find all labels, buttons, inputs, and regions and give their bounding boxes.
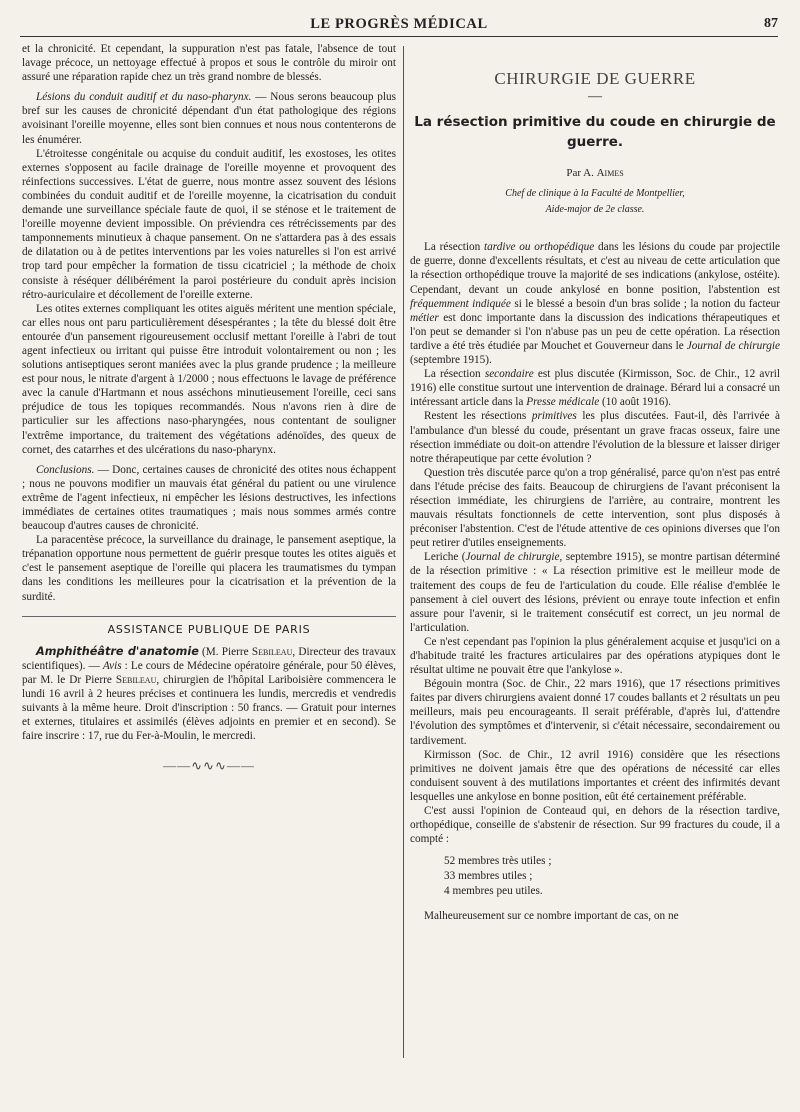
page-number: 87 [764,16,778,31]
paragraph: Bégouin montra (Soc. de Chir., 22 mars 1916), que 17 résections primitives faites par divers chirurgiens avaient donné 17 coudes ballants et 2 résultats un peu meilleurs, mais peu encourageants. Il serait préférable, d'après lui, d'attendre l'évolution des symptômes et d'intervenir, si c'était nécessaire, secondairement ou tardivement. [410,678,780,747]
section-title: CHIRURGIE DE GUERRE [494,69,696,88]
subsection-title: Lésions du conduit auditif et du naso-pharynx. [36,91,252,104]
title-dash: — [588,89,602,105]
list-item: 52 membres très utiles ; [444,855,552,868]
section-rule [22,616,396,617]
running-title: LE PROGRÈS MÉDICAL [310,16,488,32]
ornament: ——∿∿∿—— [163,758,255,774]
paragraph: Les otites externes compliquant les otites aiguës méritent une mention spéciale, car elles nous ont paru particulièrement désespérantes ; la tête du blessé doit être entourée d'un pansement rigoureusement occlusif mettant l'oreille à l'abri de tout agent infectieux ou irritant qui puisse être introduit volontairement ou non ; les solutions antiseptiques seront maniées avec la plus grande prudence ; la meilleure est pour nous, le nitrate d'argent à 1/2000 ; nous effectuons le lavage de préférence avec la canule d'Hartmann et nous asséchons minutieusement l'oreille, ceci sans préjudice de tous les topiques recommandés. Nous n'avons rien à dire de particulier sur les affections naso-pharyngées, nous contentant de souligner l'extrême importance, du traitement des végétations adénoïdes, des queux de cornet, des catarrhes et des ulcérations du naso-pharynx. [22,302,396,456]
paragraph: L'étroitesse congénitale ou acquise du conduit auditif, les exostoses, les otites externes s'opposent au facile drainage de l'oreille moyenne et provoquent des réinfections successives. L'état de guerre, nous montre assez souvent des lésions combinées du conduit auditif et de l'oreille moyenne, la cicatrisation du conduit demande une surveillance spéciale faute de quoi, il se sténose et le traitement de l'oreille moyenne devient impossible. On préviendra ces rétrécissements par des tamponnements minutieux à chaque pansement. On ne s'attardera pas à des essais de dilatation ou à de petites interventions par les voies naturelles si l'on est arrivé trop tard pour empêcher la formation de tissu cicatriciel ; la méthode de choix consiste à réséquer délibérément la paroi postérieure du conduit après incision rétro-auriculaire et décollement de l'oreille externe. [22,147,396,301]
announcement-title: Amphithéâtre d'anatomie [36,644,199,658]
paragraph: C'est aussi l'opinion de Conteaud qui, en dehors de la résection tardive, orthopédique, conseille de s'abstenir de résection. Sur 99 fractures du coude, il a compté : [410,805,780,846]
paragraph: La résection secondaire est plus discutée (Kirmisson, Soc. de Chir., 12 avril 1916) elle constitue surtout une intervention de drainage. Bérard lui a consacré un intéressant article dans la Presse médicale (10 août 1916). [410,368,780,409]
right-column [410,42,780,923]
column-divider [403,46,404,1058]
results-list [410,854,780,899]
paragraph: et la chronicité. Et cependant, la suppuration n'est pas fatale, l'absence de tout lavage précoce, un nettoyage effectué à propos et sous le contrôle du miroir ont assuré une réparation rapide chez un très grand nombre de blessés. [22,43,396,84]
paragraph: La paracentèse précoce, la surveillance du drainage, le pansement aseptique, la trépanation opportune nous permettent de guérir presque toutes les otites aiguës et c'est le pansement aseptique de l'oreille qui placera les traumatismes du tympan dans les conditions les meilleures pour la cicatrisation et la prévention de la surdité. [22,534,396,603]
paragraph: Question très discutée parce qu'on a trop généralisé, parce qu'on n'est pas entré dans l'étude précise des faits. Beaucoup de chirurgiens de l'avant préconisent la résection immédiate, les chirurgiens de l'arrière, au contraire, montrent les mauvais résultats fonctionnels de cette intervention, sont plus disposés à préconiser l'abstention. C'est de l'étude attentive de ces opinions diverses que l'on peut retirer d'utiles enseignements. [410,466,780,550]
announcement: Amphithéâtre d'anatomie (M. Pierre Sebileau, Directeur des travaux scientifiques). — Avis : Le cours de Médecine opératoire générale, pour 50 élèves, par M. le Dr Pierre Sebileau, chirurgien de l'hôpital Lariboisière commencera le lundi 16 avril à 2 heures précises et continuera les lundis, mercredis et vendredis suivants à la même heure. Droit d'inscription : 50 francs. — Gratuit pour internes et externes, titulaires et assimilés (élèves adjoints en premier et en second). Se faire inscrire : 17, rue du Fer-à-Moulin, le mercredi. [22,644,396,743]
left-column [22,42,396,774]
paragraph: Restent les résections primitives les plus discutées. Faut-il, dès l'arrivée à l'ambulance d'un blessé du coude, présentant un grave fracas osseux, faire une résection immédiate ou doit-on attendre l'évolution de la blessure et laisser diriger notre thérapeutique par cette évolution ? [410,410,780,465]
page-header [20,10,778,37]
author-name: Aimes [596,167,624,180]
paragraph: La résection tardive ou orthopédique dans les lésions du coude par projectile de guerre, donne d'excellents résultats, et c'est au niveau de cette articulation que la résection orthopédique trouve la majorité de ses indications (ankylose, ostéite). Cependant, devant un coude ankylosé en bonne position, l'abstention est fréquemment indiquée si le blessé a besoin d'un bras solide ; la notion du facteur métier est donc importante dans la discussion des indications thérapeutiques et l'on peut se demander si l'on n'abuse pas un peu de cette opération. La résection tardive a été très étudiée par Mouchet et Gouverneur dans le Journal de chirurgie (septembre 1915). [410,241,780,367]
paragraph: Leriche (Journal de chirurgie, septembre 1915), se montre partisan déterminé de la résection primitive : « La résection primitive est le meilleur mode de traitement des coups de feu de l'articulation du coude. Elle réalise d'emblée le pansement à ciel ouvert des lésions, prévient ou enraye toute infection et enfin assure pour l'avenir, si le traitement consécutif est correct, un jeu normal de l'articulation. [410,551,780,634]
list-item: 33 membres utiles ; [444,870,533,883]
paragraph: Kirmisson (Soc. de Chir., 12 avril 1916) considère que les résections primitives ne doivent jamais être que des opérations de nécessité car elles conduisent souvent à des mutilations importantes et créent des infirmités devant lesquelles une ankylose en bonne position, eût été certainement préférable. [410,748,780,803]
list-item: 4 membres peu utiles. [444,885,543,898]
author-affiliation: Chef de clinique à la Faculté de Montpellier, Aide-major de 2e classe. [505,188,685,216]
subsection-title: Conclusions. [36,463,95,476]
assistance-heading: ASSISTANCE PUBLIQUE DE PARIS [107,622,311,636]
byline: Par A. Aimes [566,167,624,180]
paragraph: Conclusions. — Donc, certaines causes de chronicité des otites nous échappent ; nous ne pouvons modifier un mauvais état général du patient ou une virulence extrême de l'agent infectieux, ni empêcher les lésions destructives, les infections immédiates de certaines otites traumatiques ; mais nous sommes armés contre beaucoup d'autres causes de chronicité. [22,463,396,533]
paragraph: Ce n'est cependant pas l'opinion la plus généralement acquise et jusqu'ici on a d'habitude traité les fractures articulaires par des opérations atypiques dont le résultat ultime ne pouvait être que l'ankylose ». [410,635,780,677]
paragraph: Lésions du conduit auditif et du naso-pharynx. — Nous serons beaucoup plus bref sur les causes de chronicité dépendant d'un état pathologique des régions avoisinant l'oreille moyenne, elles sont bien connues et nous nous contenterons de les énumérer. [22,91,396,146]
article-title: La résection primitive du coude en chirurgie de guerre. [414,114,776,151]
paragraph: Malheureusement sur ce nombre important de cas, on ne [424,910,679,923]
